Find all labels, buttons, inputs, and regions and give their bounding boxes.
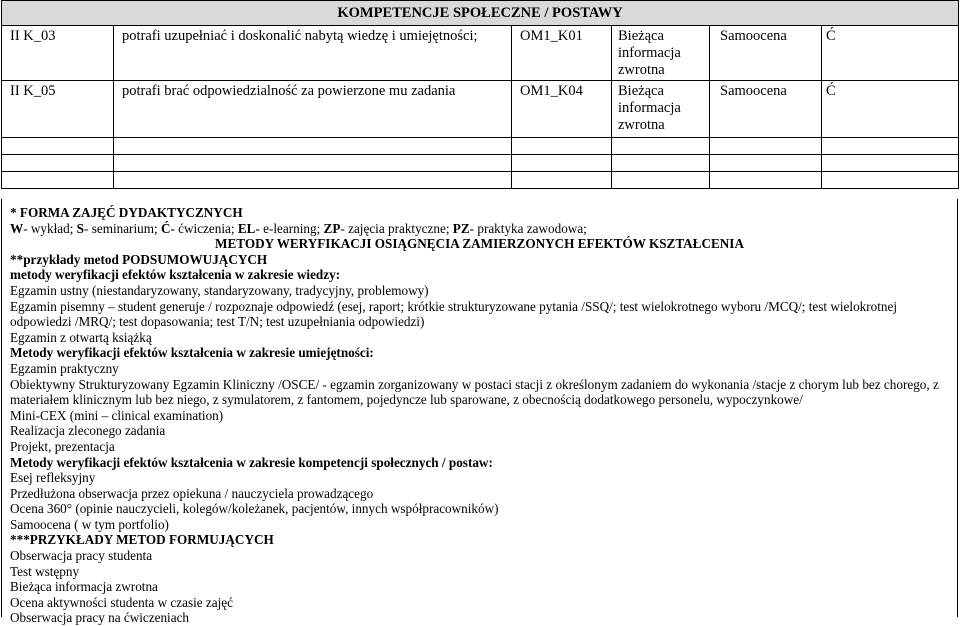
formative-heading: ***PRZYKŁADY METOD FORMUJĄCYCH xyxy=(10,532,274,548)
assessment-method: Samoocena xyxy=(710,81,822,138)
empty-row xyxy=(2,138,959,155)
skills-heading: Metody weryfikacji efektów kształcenia w zakresie umiejętności: xyxy=(10,345,374,361)
effect-description: potrafi uzupełniać i doskonalić nabytą wiedzę i umiejętności; xyxy=(114,26,512,81)
assessment-method: Samoocena xyxy=(710,26,822,81)
forms-heading: * FORMA ZAJĘĆ DYDAKTYCZNYCH xyxy=(10,205,243,220)
empty-row xyxy=(2,155,959,172)
table-row xyxy=(2,26,959,81)
empty-row xyxy=(2,172,959,189)
list-item: Egzamin pisemny – student generuje / rozpoznaje odpowiedź (esej, raport; krótkie strukturyzowane pytania /SSQ/; test wielokrotnego wyboru /MCQ/; test wielokrotnej odpowiedzi /MRQ/; test dopasowania; test T/N; test uzupełniania odpowiedzi) xyxy=(10,298,898,330)
list-item: Samoocena ( w tym portfolio) xyxy=(10,516,169,532)
list-item: Obserwacja pracy na ćwiczeniach xyxy=(10,610,190,626)
list-item: Ocena 360° (opinie nauczycieli, kolegów/koleżanek, pacjentów, innych współpracowników) xyxy=(10,501,499,517)
class-form: Ć xyxy=(822,81,959,138)
knowledge-heading: metody weryfikacji efektów kształcenia w zakresie wiedzy: xyxy=(10,267,341,283)
list-item: Egzamin ustny (niestandaryzowany, standaryzowany, tradycyjny, problemowy) xyxy=(10,282,429,298)
list-item: Egzamin praktyczny xyxy=(10,360,119,376)
methods-title: METODY WERYFIKACJI OSIĄGNĘCIA ZAMIERZONYCH EFEKTÓW KSZTAŁCENIA xyxy=(215,236,744,252)
legend-section xyxy=(1,199,958,626)
outcome-code: OM1_K01 xyxy=(512,26,612,81)
list-item: Obserwacja pracy studenta xyxy=(10,548,153,564)
class-form: Ć xyxy=(822,26,959,81)
list-item: Obiektywny Strukturyzowany Egzamin Kliniczny /OSCE/ - egzamin zorganizowany w postaci stacji z określonym zadaniem do wykonania /stacje z chorym lub bez chorego, z materiałem klinicznym lub bez niego, z symulatorem, z fantomem, pojedyncze lub sparowane, z obecnością dodatkowego personelu, wypoczynkowe/ xyxy=(10,376,939,408)
verification-method: Bieżąca informacja zwrotna xyxy=(612,26,710,81)
list-item: Przedłużona obserwacja przez opiekuna / nauczyciela prowadzącego xyxy=(10,485,374,501)
list-item: Ocena aktywności studenta w czasie zajęć xyxy=(10,594,233,610)
summative-heading: **przykłady metod PODSUMOWUJĄCYCH xyxy=(10,251,268,267)
effect-code: II K_05 xyxy=(2,81,114,138)
outcome-code: OM1_K04 xyxy=(512,81,612,138)
list-item: Egzamin z otwartą książką xyxy=(10,329,152,345)
list-item: Esej refleksyjny xyxy=(10,470,96,486)
social-heading: Metody weryfikacji efektów kształcenia w zakresie kompetencji społecznych / postaw: xyxy=(10,454,493,470)
list-item: Bieżąca informacja zwrotna xyxy=(10,579,158,595)
verification-method: Bieżąca informacja zwrotna xyxy=(612,81,710,138)
competencies-table xyxy=(1,0,959,189)
forms-legend: W- wykład; S- seminarium; Ć- ćwiczenia; EL- e-learning; ZP- zajęcia praktyczne; PZ- praktyka zawodowa; xyxy=(10,220,587,236)
list-item: Projekt, prezentacja xyxy=(10,438,115,454)
effect-code: II K_03 xyxy=(2,26,114,81)
list-item: Test wstępny xyxy=(10,563,80,579)
effect-description: potrafi brać odpowiedzialność za powierzone mu zadania xyxy=(114,81,512,138)
list-item: Realizacja zleconego zadania xyxy=(10,423,166,439)
table-header: KOMPETENCJE SPOŁECZNE / POSTAWY xyxy=(2,1,959,26)
list-item: Mini-CEX (mini – clinical examination) xyxy=(10,407,224,423)
table-row xyxy=(2,81,959,138)
